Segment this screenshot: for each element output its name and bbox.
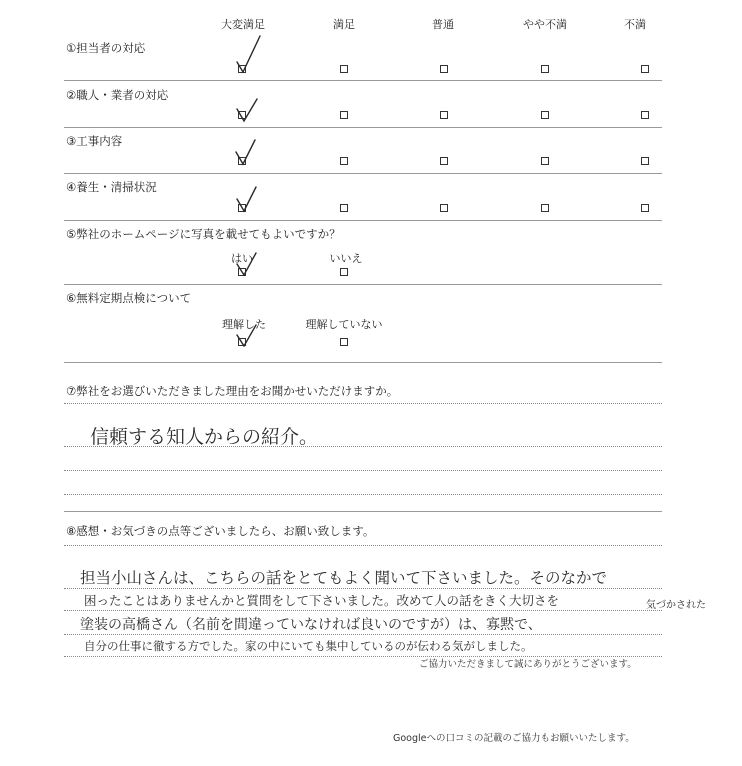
q4-check-mark-icon [234,185,260,215]
q3-checkbox-neutral[interactable] [440,157,448,165]
q7-answer-line [64,403,662,404]
scale-header-neutral: 普通 [432,18,454,31]
q3-checkbox-satisfied[interactable] [340,157,348,165]
q4-divider [64,220,662,221]
q1-checkbox-somewhat-dissatisfied[interactable] [541,65,549,73]
q5-option-yes-label: はい [231,252,253,265]
q1-checkbox-neutral[interactable] [440,65,448,73]
q3-check-mark-icon [233,138,259,168]
q5-check-mark-icon [234,250,260,278]
scale-header-somewhat-dissatisfied: やや不満 [523,18,567,31]
q5-checkbox-no[interactable] [340,268,348,276]
q3-checkbox-dissatisfied[interactable] [641,157,649,165]
q4-checkbox-dissatisfied[interactable] [641,204,649,212]
q2-checkbox-satisfied[interactable] [340,111,348,119]
q3-checkbox-somewhat-dissatisfied[interactable] [541,157,549,165]
q2-check-mark-icon [234,97,260,125]
q7-answer-line [64,446,662,447]
q6-check-mark-icon [234,323,260,349]
q8-answer-line-1: 担当小山さんは、こちらの話をとてもよく聞いて下さいました。そのなかで [80,569,608,587]
q2-checkbox-somewhat-dissatisfied[interactable] [541,111,549,119]
q8-answer-note: 気づかされた [646,600,706,611]
q5-option-no-label: いいえ [329,252,363,265]
q6-checkbox-not-understood[interactable] [340,338,348,346]
q7-divider [64,511,662,512]
q8-answer-line-3: 塗装の高橋さん（名前を間違っていなければ良いのですが）は、寡黙で、 [80,617,542,633]
question-4-label: ④養生・清掃状況 [66,180,157,194]
question-6-label: ⑥無料定期点検について [66,291,192,305]
q1-check-mark-icon [234,34,264,76]
q2-checkbox-dissatisfied[interactable] [641,111,649,119]
q2-checkbox-neutral[interactable] [440,111,448,119]
q5-divider [64,284,662,285]
q4-checkbox-neutral[interactable] [440,204,448,212]
q8-answer-line [64,610,662,611]
q7-answer-text: 信頼する知人からの紹介。 [90,426,319,448]
q8-answer-line-4: 自分の仕事に徹する方でした。家の中にいても集中しているのが伝わる気がしました。 [84,639,533,653]
q1-checkbox-dissatisfied[interactable] [641,65,649,73]
q6-option-not-understood-label: 理解していない [305,318,383,331]
scale-header-very-satisfied: 大変満足 [221,18,265,31]
q7-answer-line [64,494,662,495]
q4-checkbox-satisfied[interactable] [340,204,348,212]
question-1-label: ①担当者の対応 [66,41,146,55]
scale-header-satisfied: 満足 [333,18,355,31]
q7-answer-line [64,470,662,471]
q6-option-understood-label: 理解した [222,318,266,331]
q8-answer-line [64,634,662,635]
question-7-label: ⑦弊社をお選びいただきました理由をお聞かせいただけますか。 [66,384,399,398]
q8-answer-line [64,545,662,546]
q8-answer-line-2: 困ったことはありませんかと質問をして下さいました。改めて人の話をきく大切さを [84,593,560,608]
q4-checkbox-somewhat-dissatisfied[interactable] [541,204,549,212]
q1-checkbox-satisfied[interactable] [340,65,348,73]
scale-header-dissatisfied: 不満 [624,18,646,31]
q1-divider [64,80,662,81]
q8-answer-line [64,588,662,589]
footer-thanks: ご協力いただきまして誠にありがとうございます。 [419,659,637,670]
question-8-label: ⑧感想・お気づきの点等ございましたら、お願い致します。 [66,524,375,538]
footer-google-review-request: Googleへの口コミの記載のご協力もお願いいたします。 [393,733,635,744]
q6-divider [64,362,662,363]
q2-divider [64,127,662,128]
question-5-label: ⑤弊社のホームページに写真を載せてもよいですか？ [66,227,341,241]
q3-divider [64,173,662,174]
question-2-label: ②職人・業者の対応 [66,88,169,102]
question-3-label: ③工事内容 [66,134,123,148]
